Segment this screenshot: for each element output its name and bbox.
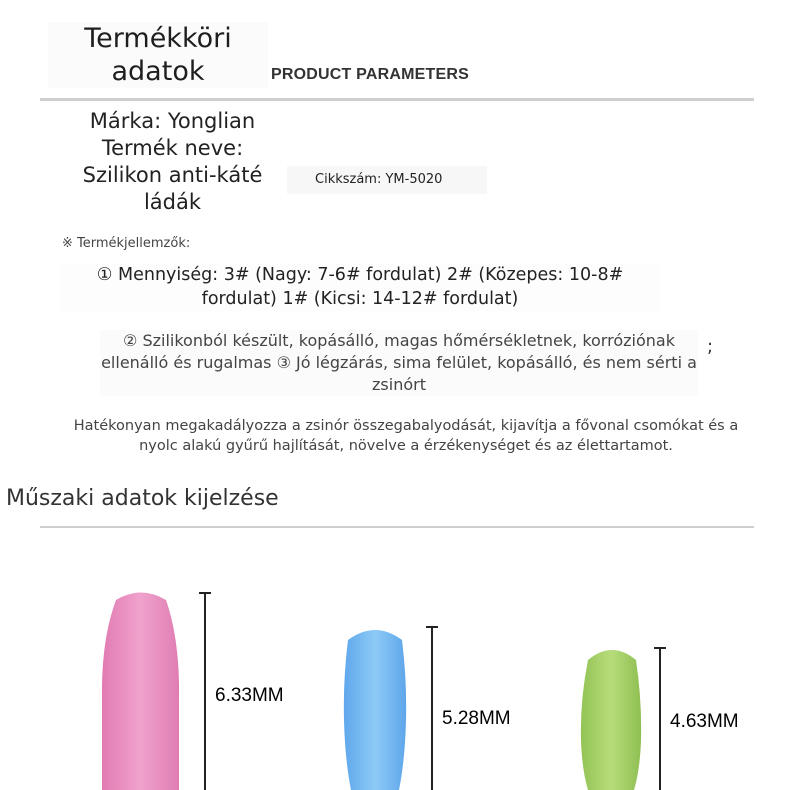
product-description: Hatékonyan megakadályozza a zsinór összegabalyodását, kijavítja a fővonal csomókat és a nyolc alakú gyűrű hajlítását, növelve a érzékenységet és az élettartamot. bbox=[73, 418, 739, 454]
size-label-medium: 5.28MM bbox=[442, 708, 511, 729]
stopper-medium bbox=[344, 630, 406, 790]
separator-mark: ; bbox=[707, 336, 714, 357]
features-heading: ※ Termékjellemzők: bbox=[62, 236, 191, 251]
divider bbox=[40, 526, 754, 528]
feature-quantity: ① Mennyiség: 3# (Nagy: 7-6# fordulat) 2# (Közepes: 10-8# fordulat) 1# (Kicsi: 14-12# fordulat) bbox=[60, 263, 660, 311]
stopper-large bbox=[102, 593, 179, 790]
brand-product-name: Márka: Yonglian Termék neve: Szilikon anti-káté ládák bbox=[82, 109, 263, 214]
section-subtitle: PRODUCT PARAMETERS bbox=[271, 66, 469, 83]
size-illustration bbox=[0, 530, 790, 790]
section-title: Termékköri adatok bbox=[48, 22, 268, 88]
specs-title: Műszaki adatok kijelzése bbox=[6, 486, 279, 511]
sku-label: Cikkszám: YM-5020 bbox=[287, 166, 487, 194]
size-label-small: 4.63MM bbox=[670, 711, 739, 732]
size-label-large: 6.33MM bbox=[215, 685, 284, 706]
divider bbox=[40, 98, 754, 101]
stopper-small bbox=[581, 650, 641, 790]
feature-material: ② Szilikonból készült, kopásálló, magas hőmérsékletnek, korróziónak ellenálló és rugalmas ③ Jó légzárás, sima felület, kopásálló, és nem sérti a zsinórt bbox=[101, 331, 697, 394]
